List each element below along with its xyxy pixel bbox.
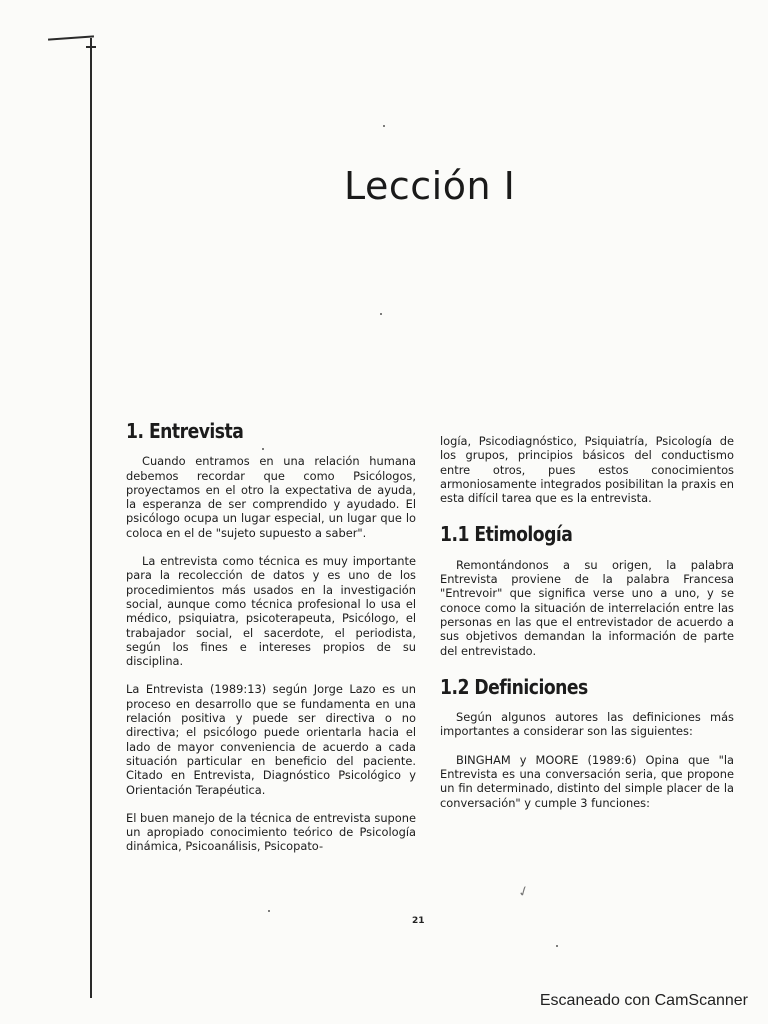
margin-tick-line-short [86,46,96,48]
scan-speck [268,910,270,912]
paragraph: El buen manejo de la técnica de entrevista supone un apropiado conocimiento teórico de Psicología dinámica, Psicoanálisis, Psicopato- [126,810,416,854]
margin-rule-line [90,38,92,998]
section-heading-entrevista: 1. Entrevista [126,419,244,443]
paragraph: La Entrevista (1989:13) según Jorge Lazo es un proceso en desarrollo que se fundamenta en una relación positiva y puede ser directiva o no directiva; el psicólogo puede orientarla hacia el lado de mayor conveniencia de acuerdo a cada situación particular en beneficio del paciente. Citado en Entrevista, Diagnóstico Psicológico y Orientación Terapéutica. [126,682,416,797]
margin-tick-line [48,35,94,40]
camscanner-watermark: Escaneado con CamScanner [539,992,748,1009]
left-column [126,419,416,868]
scan-speck [556,945,558,947]
page-number: 21 [412,916,425,926]
paragraph: La entrevista como técnica es muy importante para la recolección de datos y es uno de los procedimientos más usados en la investigación social, aunque como técnica profesional lo usa el médico, psiquiatra, psicoterapeuta, Psicólogo, el trabajador social, el sacerdote, el periodista, según los fines e intereses propios de su disciplina. [126,554,416,669]
pencil-check-icon: ✓ [515,882,533,902]
section-heading-definiciones: 1.2 Definiciones [440,674,588,699]
paragraph: BINGHAM y MOORE (1989:6) Opina que "la Entrevista es una conversación seria, que propone un fin determinado, distinto del simple placer de la conversación" y cumple 3 funciones: [440,752,734,810]
lesson-title: Lección I [344,164,516,208]
scan-speck [380,313,382,315]
paragraph: Remontándonos a su origen, la palabra Entrevista proviene de la palabra Francesa "Entrevoir" que significa verse uno a uno, y se conoce como la situación de interrelación entre las personas en las que el entrevistador de acuerdo a sus objetivos demandan la información de parte del entrevistado. [440,557,734,658]
paragraph-continuation: logía, Psicodiagnóstico, Psiquiatría, Psicología de los grupos, principios básicos del conductismo entre otros, pues estos conocimientos armoniosamente integrados posibilitan la praxis en esta difícil tarea que es la entrevista. [440,434,734,506]
paragraph: Cuando entramos en una relación humana debemos recordar que como Psicólogos, proyectamos en el otro la expectativa de ayuda, la esperanza de ser comprendido y ayudado. El psicólogo ocupa un lugar especial, un lugar que lo coloca en el de "sujeto supuesto a saber". [126,454,416,540]
section-heading-etimologia: 1.1 Etimología [440,522,573,547]
right-column [440,434,734,824]
paragraph: Según algunos autores las definiciones más importantes a considerar son las siguientes: [440,710,734,739]
scan-speck [383,125,385,127]
